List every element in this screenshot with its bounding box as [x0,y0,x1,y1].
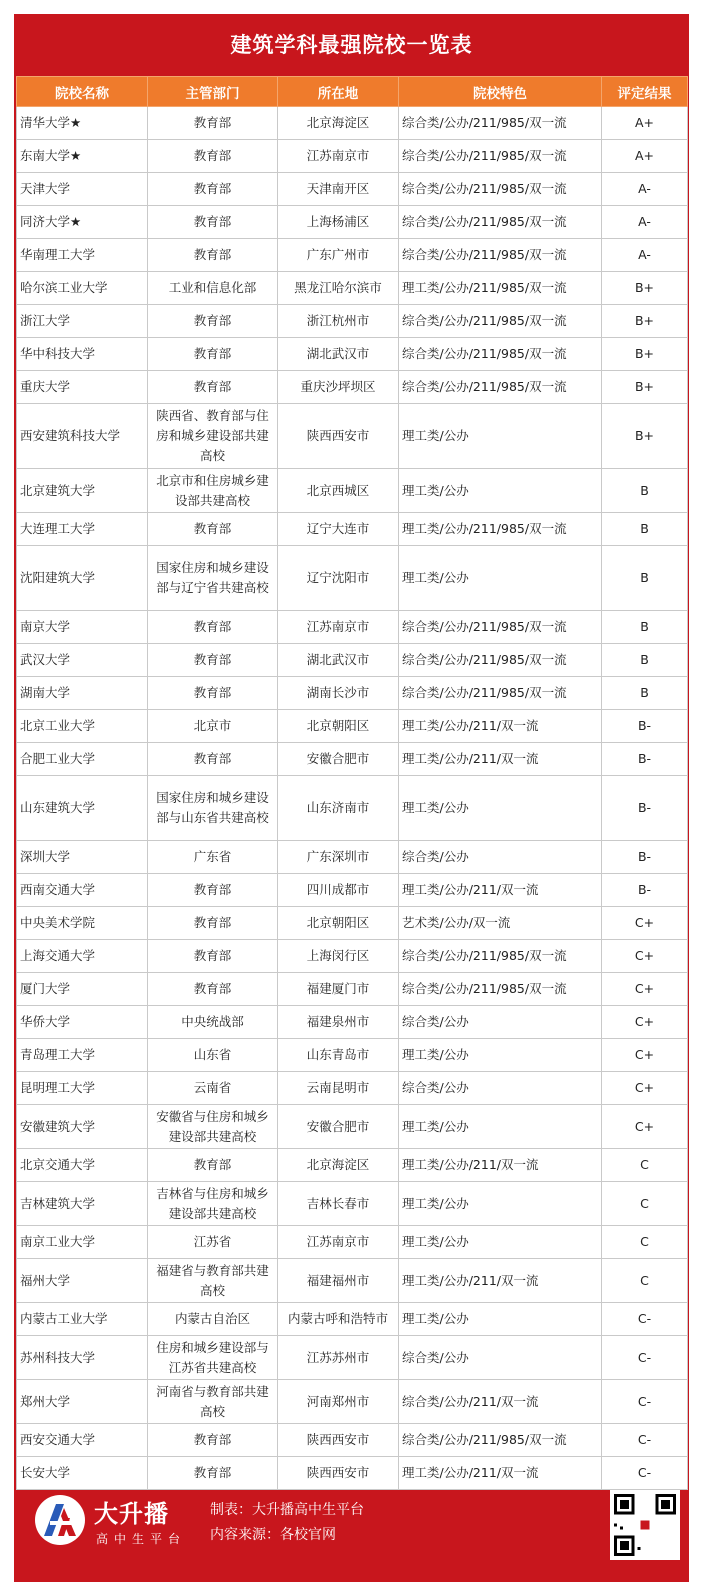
cell-location: 江苏苏州市 [278,1336,399,1380]
cell-feature: 理工类/公办/211/双一流 [399,874,602,907]
cell-result: B [602,611,688,644]
cell-result: B+ [602,371,688,404]
cell-result: C [602,1182,688,1226]
cell-feature: 综合类/公办/211/985/双一流 [399,973,602,1006]
cell-feature: 综合类/公办/211/985/双一流 [399,940,602,973]
cell-school-name: 福州大学 [17,1259,148,1303]
cell-location: 陕西西安市 [278,1424,399,1457]
cell-location: 上海杨浦区 [278,206,399,239]
cell-result: C- [602,1303,688,1336]
cell-school-name: 南京大学 [17,611,148,644]
table-row [17,1182,688,1226]
cell-result: B- [602,710,688,743]
cell-department: 教育部 [148,644,278,677]
table-row [17,1006,688,1039]
cell-result: B- [602,841,688,874]
credit-maker: 制表：大升播高中生平台 [210,1502,364,1518]
cell-feature: 理工类/公办 [399,1039,602,1072]
cell-school-name: 西南交通大学 [17,874,148,907]
cell-school-name: 哈尔滨工业大学 [17,272,148,305]
table-row [17,611,688,644]
cell-department: 教育部 [148,677,278,710]
cell-result: C+ [602,1006,688,1039]
cell-department: 教育部 [148,1424,278,1457]
cell-location: 福建福州市 [278,1259,399,1303]
table-header-row [17,77,688,107]
cell-feature: 综合类/公办/211/双一流 [399,1380,602,1424]
footer [14,1474,689,1582]
page-title: 建筑学科最强院校一览表 [230,33,473,57]
cell-location: 天津南开区 [278,173,399,206]
cell-school-name: 深圳大学 [17,841,148,874]
table-row [17,239,688,272]
cell-department: 教育部 [148,107,278,140]
cell-location: 上海闵行区 [278,940,399,973]
cell-location: 北京海淀区 [278,107,399,140]
cell-department: 广东省 [148,841,278,874]
cell-feature: 综合类/公办/211/985/双一流 [399,305,602,338]
cell-location: 湖北武汉市 [278,338,399,371]
cell-feature: 综合类/公办 [399,1006,602,1039]
table-row [17,206,688,239]
table-row [17,546,688,611]
cell-feature: 理工类/公办/211/双一流 [399,1259,602,1303]
cell-result: B- [602,743,688,776]
table-row [17,404,688,469]
cell-department: 住房和城乡建设部与江苏省共建高校 [148,1336,278,1380]
table-row [17,1149,688,1182]
cell-department: 北京市和住房城乡建设部共建高校 [148,469,278,513]
cell-result: C+ [602,1105,688,1149]
cell-department: 教育部 [148,206,278,239]
qr-code-icon [610,1490,680,1560]
cell-location: 云南昆明市 [278,1072,399,1105]
cell-location: 内蒙古呼和浩特市 [278,1303,399,1336]
cell-feature: 理工类/公办/211/双一流 [399,1457,602,1490]
cell-feature: 综合类/公办 [399,841,602,874]
cell-location: 湖北武汉市 [278,644,399,677]
table-row [17,1336,688,1380]
cell-feature: 综合类/公办/211/985/双一流 [399,338,602,371]
page-frame [14,14,689,1582]
cell-school-name: 昆明理工大学 [17,1072,148,1105]
cell-school-name: 厦门大学 [17,973,148,1006]
cell-feature: 综合类/公办/211/985/双一流 [399,239,602,272]
cell-school-name: 北京工业大学 [17,710,148,743]
cell-result: C+ [602,940,688,973]
cell-department: 教育部 [148,239,278,272]
cell-result: C- [602,1457,688,1490]
cell-result: B+ [602,305,688,338]
cell-location: 山东青岛市 [278,1039,399,1072]
cell-department: 安徽省与住房和城乡建设部共建高校 [148,1105,278,1149]
cell-result: B+ [602,404,688,469]
cell-department: 江苏省 [148,1226,278,1259]
cell-result: A- [602,239,688,272]
cell-feature: 理工类/公办 [399,1303,602,1336]
cell-department: 内蒙古自治区 [148,1303,278,1336]
cell-department: 教育部 [148,611,278,644]
cell-result: A+ [602,140,688,173]
cell-department: 教育部 [148,371,278,404]
cell-feature: 综合类/公办 [399,1072,602,1105]
cell-feature: 理工类/公办/211/双一流 [399,710,602,743]
cell-department: 中央统战部 [148,1006,278,1039]
cell-feature: 理工类/公办 [399,776,602,841]
cell-result: C [602,1259,688,1303]
cell-location: 北京海淀区 [278,1149,399,1182]
cell-location: 江苏南京市 [278,1226,399,1259]
cell-school-name: 东南大学★ [17,140,148,173]
cell-result: C+ [602,907,688,940]
cell-location: 北京西城区 [278,469,399,513]
table-row [17,371,688,404]
cell-feature: 综合类/公办/211/985/双一流 [399,371,602,404]
cell-feature: 综合类/公办/211/985/双一流 [399,611,602,644]
table-row [17,973,688,1006]
cell-school-name: 苏州科技大学 [17,1336,148,1380]
cell-school-name: 吉林建筑大学 [17,1182,148,1226]
cell-feature: 理工类/公办 [399,469,602,513]
table-row [17,173,688,206]
table-row [17,1303,688,1336]
table-row [17,1039,688,1072]
cell-school-name: 湖南大学 [17,677,148,710]
cell-department: 福建省与教育部共建高校 [148,1259,278,1303]
cell-department: 教育部 [148,1149,278,1182]
column-header-dept: 主管部门 [148,77,278,107]
credits [210,1498,364,1548]
cell-department: 教育部 [148,907,278,940]
cell-school-name: 沈阳建筑大学 [17,546,148,611]
cell-department: 陕西省、教育部与住房和城乡建设部共建高校 [148,404,278,469]
column-header-result: 评定结果 [602,77,688,107]
table-row [17,743,688,776]
cell-location: 黑龙江哈尔滨市 [278,272,399,305]
brand-name: 大升播 [94,1500,169,1528]
cell-location: 北京朝阳区 [278,710,399,743]
cell-school-name: 上海交通大学 [17,940,148,973]
cell-location: 四川成都市 [278,874,399,907]
cell-department: 教育部 [148,140,278,173]
cell-location: 河南郑州市 [278,1380,399,1424]
cell-result: A- [602,206,688,239]
cell-location: 福建泉州市 [278,1006,399,1039]
table-row [17,1424,688,1457]
cell-department: 教育部 [148,513,278,546]
cell-location: 陕西西安市 [278,404,399,469]
cell-department: 教育部 [148,973,278,1006]
cell-department: 教育部 [148,940,278,973]
cell-result: A- [602,173,688,206]
cell-result: A+ [602,107,688,140]
cell-result: B- [602,874,688,907]
cell-school-name: 重庆大学 [17,371,148,404]
cell-school-name: 浙江大学 [17,305,148,338]
cell-location: 江苏南京市 [278,140,399,173]
table-row [17,469,688,513]
cell-result: B [602,546,688,611]
credit-source: 内容来源：各校官网 [210,1527,336,1543]
cell-location: 广东广州市 [278,239,399,272]
cell-result: B [602,677,688,710]
cell-department: 吉林省与住房和城乡建设部共建高校 [148,1182,278,1226]
cell-department: 云南省 [148,1072,278,1105]
table-row [17,776,688,841]
cell-result: B+ [602,272,688,305]
cell-feature: 综合类/公办/211/985/双一流 [399,206,602,239]
cell-feature: 理工类/公办 [399,404,602,469]
table-row [17,272,688,305]
cell-location: 重庆沙坪坝区 [278,371,399,404]
cell-result: C+ [602,1072,688,1105]
cell-location: 吉林长春市 [278,1182,399,1226]
cell-school-name: 华侨大学 [17,1006,148,1039]
table-row [17,1380,688,1424]
cell-school-name: 西安交通大学 [17,1424,148,1457]
table-row [17,1105,688,1149]
cell-department: 工业和信息化部 [148,272,278,305]
cell-department: 国家住房和城乡建设部与辽宁省共建高校 [148,546,278,611]
cell-feature: 综合类/公办/211/985/双一流 [399,1424,602,1457]
table-row [17,1259,688,1303]
cell-feature: 综合类/公办/211/985/双一流 [399,677,602,710]
cell-school-name: 安徽建筑大学 [17,1105,148,1149]
cell-school-name: 长安大学 [17,1457,148,1490]
cell-result: C- [602,1424,688,1457]
cell-result: B- [602,776,688,841]
cell-department: 北京市 [148,710,278,743]
cell-feature: 理工类/公办 [399,546,602,611]
cell-school-name: 郑州大学 [17,1380,148,1424]
cell-location: 辽宁大连市 [278,513,399,546]
cell-feature: 理工类/公办/211/985/双一流 [399,272,602,305]
table-row [17,305,688,338]
cell-result: C- [602,1336,688,1380]
table-row [17,710,688,743]
cell-feature: 综合类/公办/211/985/双一流 [399,140,602,173]
cell-school-name: 山东建筑大学 [17,776,148,841]
table-row [17,107,688,140]
cell-department: 教育部 [148,305,278,338]
cell-feature: 综合类/公办/211/985/双一流 [399,644,602,677]
cell-location: 广东深圳市 [278,841,399,874]
cell-result: B [602,644,688,677]
table-row [17,513,688,546]
cell-school-name: 华中科技大学 [17,338,148,371]
cell-location: 安徽合肥市 [278,743,399,776]
cell-department: 教育部 [148,874,278,907]
cell-school-name: 清华大学★ [17,107,148,140]
table-row [17,644,688,677]
table-row [17,874,688,907]
cell-feature: 理工类/公办/211/985/双一流 [399,513,602,546]
cell-school-name: 华南理工大学 [17,239,148,272]
cell-department: 国家住房和城乡建设部与山东省共建高校 [148,776,278,841]
cell-result: B [602,513,688,546]
cell-result: B [602,469,688,513]
cell-result: B+ [602,338,688,371]
cell-feature: 理工类/公办 [399,1182,602,1226]
cell-result: C [602,1226,688,1259]
cell-feature: 理工类/公办/211/双一流 [399,743,602,776]
cell-school-name: 青岛理工大学 [17,1039,148,1072]
table-body [17,107,688,1490]
column-header-feature: 院校特色 [399,77,602,107]
cell-result: C+ [602,1039,688,1072]
cell-department: 教育部 [148,743,278,776]
cell-school-name: 大连理工大学 [17,513,148,546]
column-header-location: 所在地 [278,77,399,107]
brand-subtitle: 高中生平台 [96,1532,187,1546]
cell-location: 安徽合肥市 [278,1105,399,1149]
cell-feature: 综合类/公办/211/985/双一流 [399,173,602,206]
dashengbo-logo-icon [34,1494,86,1546]
column-header-name: 院校名称 [17,77,148,107]
cell-department: 教育部 [148,173,278,206]
cell-result: C [602,1149,688,1182]
cell-school-name: 天津大学 [17,173,148,206]
cell-result: C+ [602,973,688,1006]
cell-result: C- [602,1380,688,1424]
cell-location: 福建厦门市 [278,973,399,1006]
table-row [17,338,688,371]
cell-school-name: 南京工业大学 [17,1226,148,1259]
cell-feature: 综合类/公办 [399,1336,602,1380]
cell-department: 河南省与教育部共建高校 [148,1380,278,1424]
cell-department: 教育部 [148,338,278,371]
cell-feature: 理工类/公办 [399,1105,602,1149]
cell-location: 湖南长沙市 [278,677,399,710]
cell-school-name: 内蒙古工业大学 [17,1303,148,1336]
table-row [17,140,688,173]
cell-department: 山东省 [148,1039,278,1072]
cell-school-name: 北京建筑大学 [17,469,148,513]
table-row [17,940,688,973]
cell-location: 陕西西安市 [278,1457,399,1490]
table-row [17,841,688,874]
table-row [17,1072,688,1105]
cell-location: 山东济南市 [278,776,399,841]
table-row [17,1226,688,1259]
cell-school-name: 中央美术学院 [17,907,148,940]
cell-feature: 艺术类/公办/双一流 [399,907,602,940]
cell-feature: 综合类/公办/211/985/双一流 [399,107,602,140]
cell-school-name: 武汉大学 [17,644,148,677]
table-row [17,677,688,710]
cell-school-name: 合肥工业大学 [17,743,148,776]
cell-location: 江苏南京市 [278,611,399,644]
cell-school-name: 西安建筑科技大学 [17,404,148,469]
cell-location: 北京朝阳区 [278,907,399,940]
cell-department: 教育部 [148,1457,278,1490]
cell-feature: 理工类/公办/211/双一流 [399,1149,602,1182]
table-row [17,907,688,940]
cell-location: 浙江杭州市 [278,305,399,338]
school-ranking-table [16,76,688,1490]
cell-school-name: 北京交通大学 [17,1149,148,1182]
cell-school-name: 同济大学★ [17,206,148,239]
cell-feature: 理工类/公办 [399,1226,602,1259]
cell-location: 辽宁沈阳市 [278,546,399,611]
